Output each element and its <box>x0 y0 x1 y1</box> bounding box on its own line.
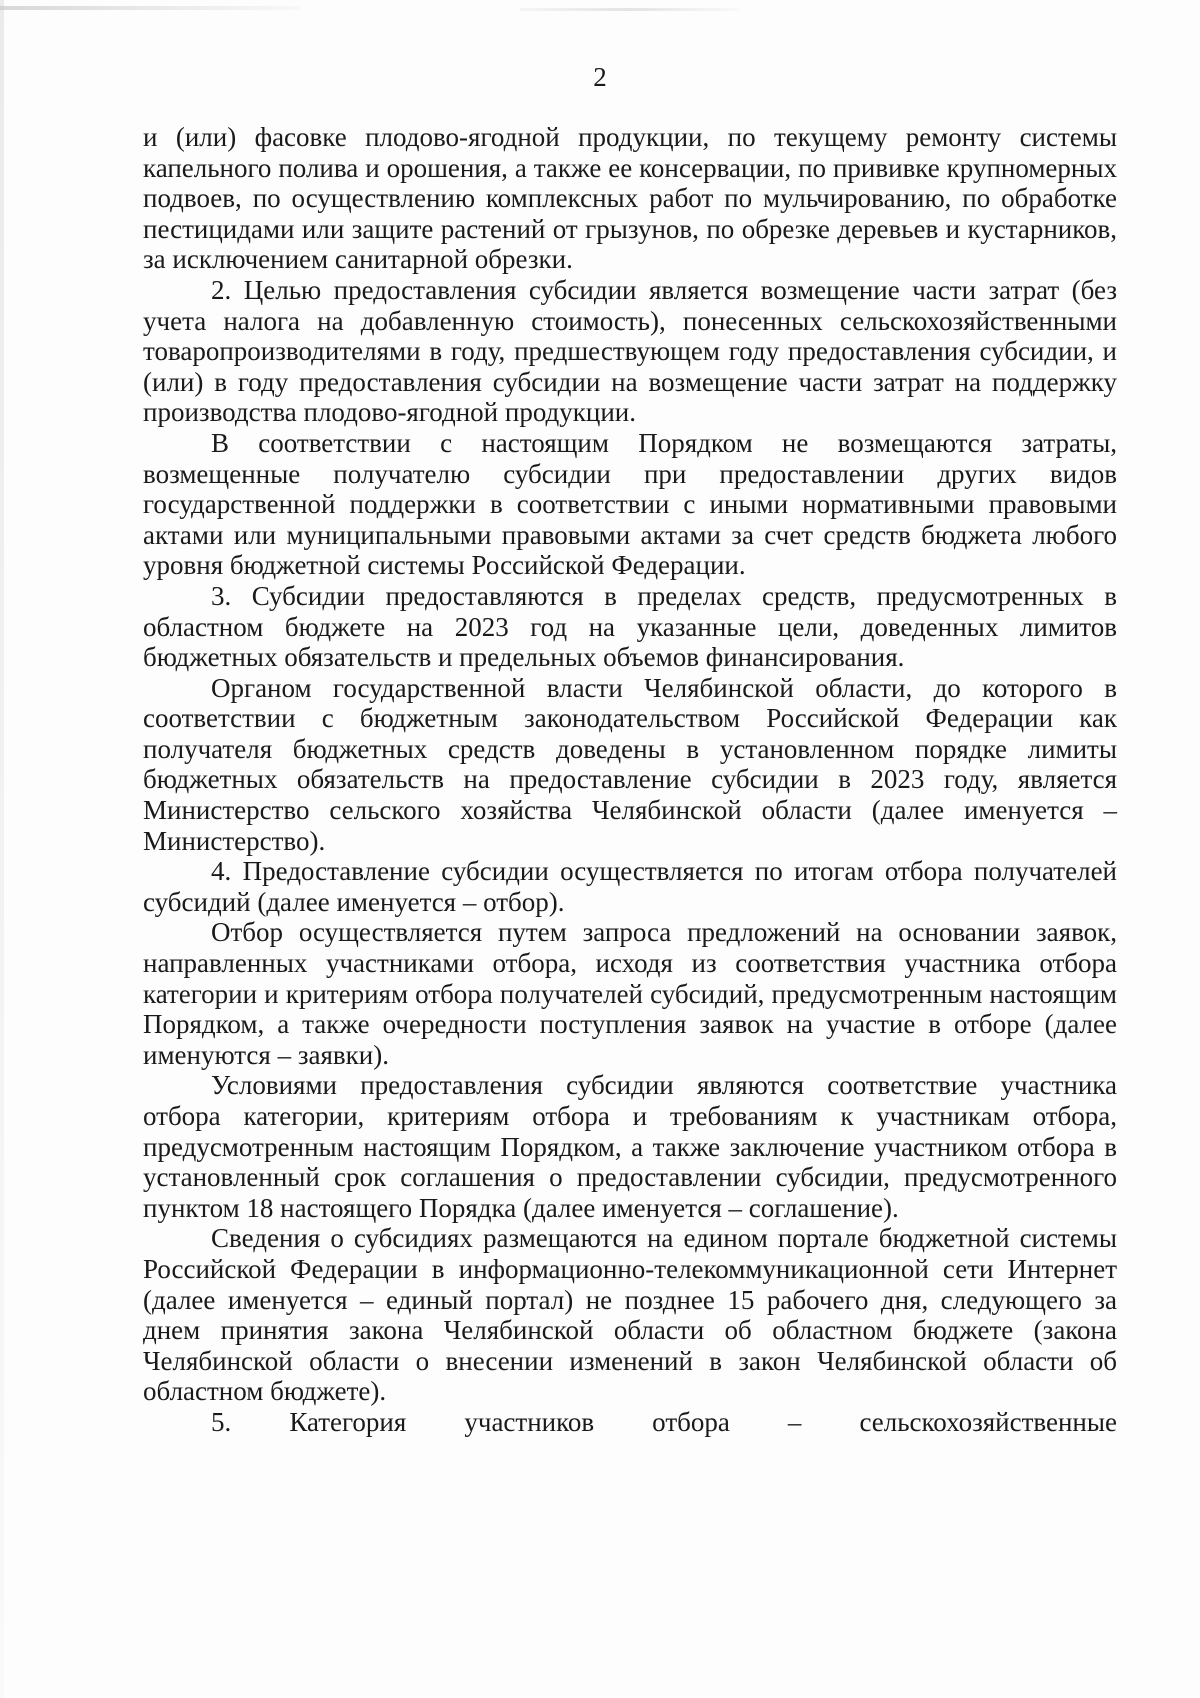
scan-edge <box>0 0 4 1698</box>
paragraph: 3. Субсидии предоставляются в пределах средств, предусмотренных в областном бюджете на 2023 год на указанные цели, доведенных лимитов бюджетных обязательств и предельных объемов финансирования. <box>143 580 1117 673</box>
scan-artifact <box>0 6 300 10</box>
paragraph: 4. Предоставление субсидии осуществляется по итогам отбора получателей субсидий (далее именуется – отбор). <box>143 856 1117 917</box>
paragraph: Отбор осуществляется путем запроса предложений на основании заявок, направленных участниками отбора, исходя из соответствия участника отбора категории и критериям отбора получателей субсидий, предусмотренным настоящим Порядком, а также очередности поступления заявок на участие в отборе (далее именуются – заявки). <box>143 917 1117 1070</box>
paragraph: Сведения о субсидиях размещаются на едином портале бюджетной системы Российской Федерации в информационно-телекоммуникационной сети Интернет (далее именуется – единый портал) не позднее 15 рабочего дня, следующего за днем принятия закона Челябинской области об областном бюджете (закона Челябинской области о внесении изменений в закон Челябинской области об областном бюджете). <box>143 1223 1117 1407</box>
scan-artifact <box>520 8 740 11</box>
paragraph: В соответствии с настоящим Порядком не возмещаются затраты, возмещенные получателю субсидии при предоставлении других видов государственной поддержки в соответствии с иными нормативными правовыми актами или муниципальными правовыми актами за счет средств бюджета любого уровня бюджетной системы Российской Федерации. <box>143 427 1117 581</box>
page-number: 2 <box>593 62 607 92</box>
paragraph: Органом государственной власти Челябинской области, до которого в соответствии с бюджетным законодательством Российской Федерации как получателя бюджетных средств доведены в установленном порядке лимиты бюджетных обязательств на предоставление субсидии в 2023 году, является Министерство сельского хозяйства Челябинской области (далее именуется – Министерство). <box>143 672 1117 856</box>
paragraph: Условиями предоставления субсидии являются соответствие участника отбора категории, критериям отбора и требованиям к участникам отбора, предусмотренным настоящим Порядком, а также заключение участником отбора в установленный срок соглашения о предоставлении субсидии, предусмотренного пунктом 18 настоящего Порядка (далее именуется – соглашение). <box>143 1070 1117 1223</box>
paragraph: и (или) фасовке плодово-ягодной продукции, по текущему ремонту системы капельного полива и орошения, а также ее консервации, по прививке крупномерных подвоев, по осуществлению комплексных работ по мульчированию, по обработке пестицидами или защите растений от грызунов, по обрезке деревьев и кустарников, за исключением санитарной обрезки. <box>143 122 1117 275</box>
paragraph: 5. Категория участников отбора – сельскохозяйственные <box>211 1406 1117 1437</box>
paragraph: 2. Целью предоставления субсидии является возмещение части затрат (без учета налога на добавленную стоимость), понесенных сельскохозяйственными товаропроизводителями в году, предшествующем году предоставления субсидии, и (или) в году предоставления субсидии на возмещение части затрат на поддержку производства плодово-ягодной продукции. <box>143 274 1117 428</box>
document-body <box>143 122 1117 1438</box>
